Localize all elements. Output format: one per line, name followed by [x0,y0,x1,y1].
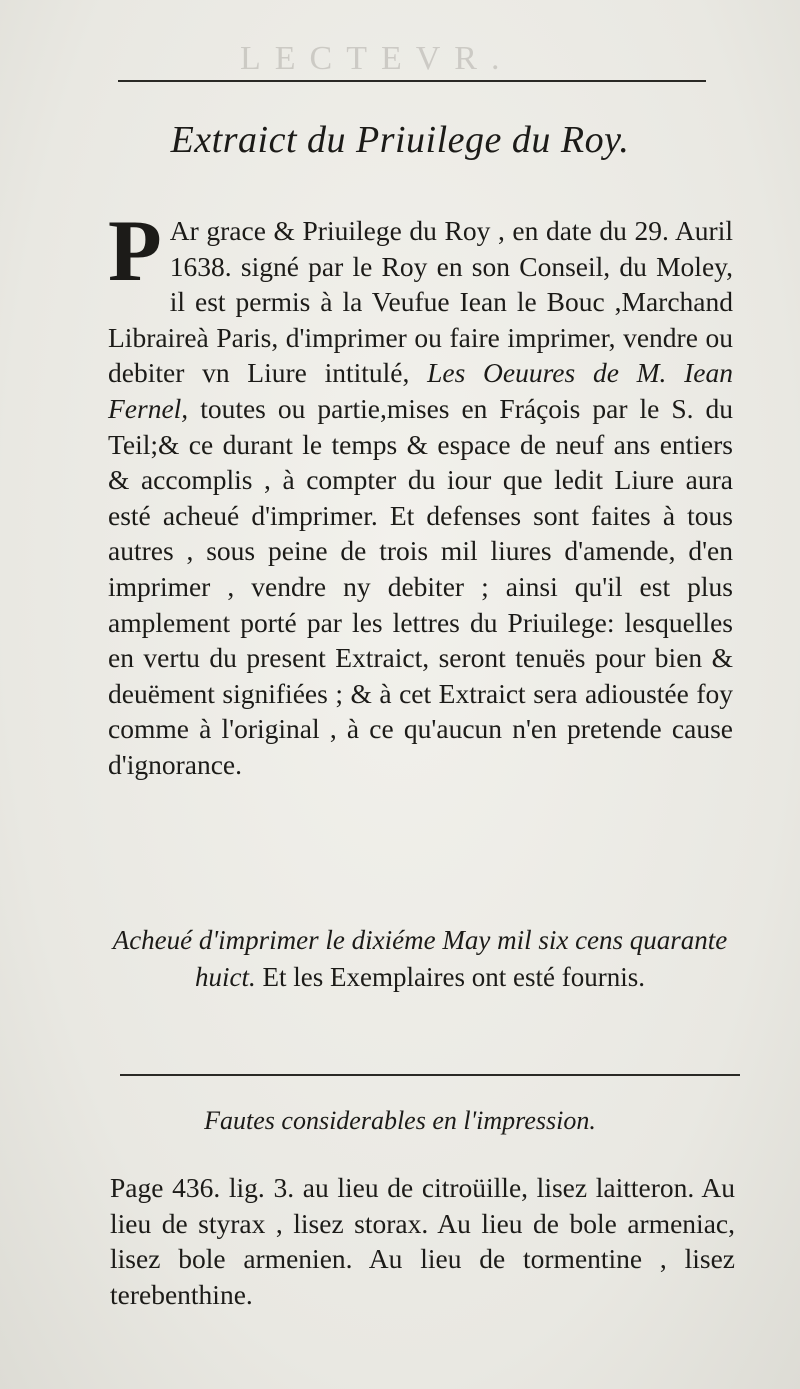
bleed-through-running-head: LECTEVR. [240,40,514,77]
errata-title: Fautes considerables en l'impression. [204,1106,596,1135]
errata-text: Page 436. lig. 3. au lieu de citroüille, lisez laitteron. Au lieu de styrax , lisez storax. Au lieu de bole armeniac, lisez bole armenien. Au lieu de tormentine , lisez terebenthine. [110,1172,735,1310]
drop-capital: P [108,203,162,300]
book-title: Les Oeuures de M. Iean Fernel, [108,357,734,424]
page-title: Extraict du Priuilege du Roy. [170,119,630,161]
colophon-italic: Acheué d'imprimer le dixiéme May mil six cens quarante huict. [112,925,728,992]
privilege-rest: toutes ou partie,mises en Fráçois par le S. du Teil;& ce durant le temps & espace de neuf ans entiers & accomplis , à compter du iour que ledit Liure aura esté acheué d'imprimer. Et defenses sont faites à tous autres , sous peine de trois mil liures d'amende, d'en imprimer , vendre ny debiter ; ainsi qu'il est plus amplement porté par les lettres du Priuilege: lesquelles en vertu du present Extraict, seront tenuës pour bien & deuëment signifiées ; & à cet Extraict sera adioustée foy comme à l'original , à ce qu'aucun n'en pretende cause d'ignorance. [108,392,733,780]
top-rule [118,80,706,82]
colophon-roman: Et les Exemplaires ont esté fournis. [262,962,645,992]
colophon [100,922,740,996]
middle-rule [120,1074,740,1076]
privilege-text [108,203,734,783]
privilege-lead: Ar grace & Priuilege du Roy , en date du 29. Auril 1638. signé par le Roy en son Conseil, du Moley, il est permis à la Veufue Iean le Bouc ,Marchand Libraireà Paris, d'imprimer ou faire imprimer, vendre ou debiter vn Liure intitulé, [108,215,733,389]
